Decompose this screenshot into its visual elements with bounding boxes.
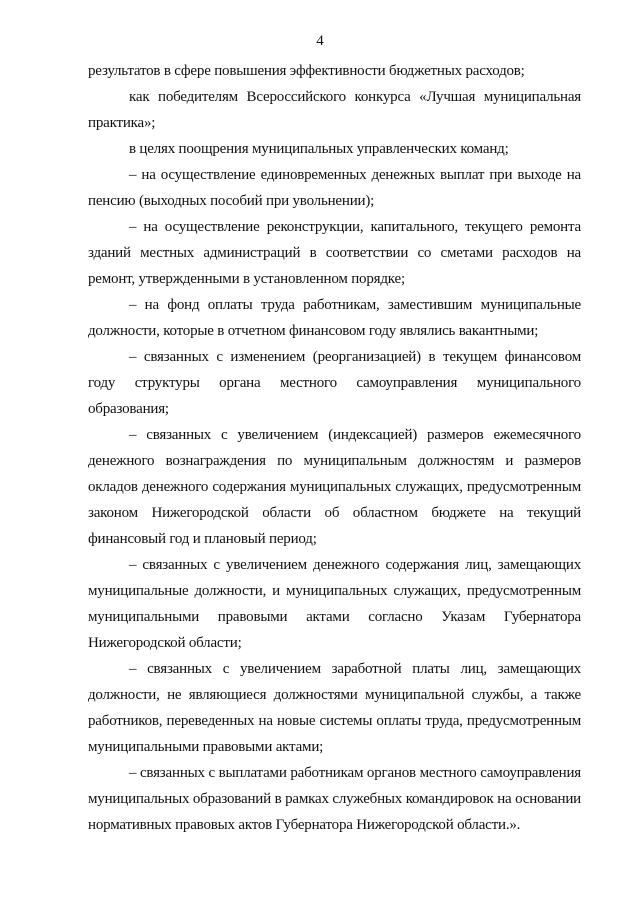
paragraph: – связанных с увеличением (индексацией) размеров ежемесячного денежного вознаграждения по муниципальным должностям и размеров окладов денежного содержания муниципальных служащих, предусмотренным законом Нижегородской области об областном бюджете на текущий финансовый год и плановый период; (88, 427, 581, 547)
page-number: 4 (316, 33, 324, 49)
paragraph: – связанных с увеличением заработной платы лиц, замещающих должности, не являющиеся должностями муниципальной службы, а также работников, переведенных на новые системы оплаты труда, предусмотренным муниципальными правовыми актами; (88, 661, 581, 755)
paragraph: – связанных с изменением (реорганизацией) в текущем финансовом году структуры органа местного самоуправления муниципального образования; (88, 349, 581, 417)
paragraph: результатов в сфере повышения эффективности бюджетных расходов; (88, 63, 525, 79)
paragraph: в целях поощрения муниципальных управленческих команд; (129, 141, 509, 157)
paragraph: – связанных с увеличением денежного содержания лиц, замещающих муниципальные должности, и муниципальных служащих, предусмотренным муниципальными правовыми актами согласно Указам Губернатора Нижегородской области; (88, 557, 581, 651)
paragraph: – связанных с выплатами работникам органов местного самоуправления муниципальных образований в рамках служебных командировок на основании нормативных правовых актов Губернатора Нижегородской области.». (88, 765, 581, 833)
paragraph: – на осуществление единовременных денежных выплат при выходе на пенсию (выходных пособий при увольнении); (88, 167, 581, 209)
paragraph: – на фонд оплаты труда работникам, заместившим муниципальные должности, которые в отчетном финансовом году являлись вакантными; (88, 297, 581, 339)
document-body (88, 58, 581, 838)
paragraph: – на осуществление реконструкции, капитального, текущего ремонта зданий местных администраций в соответствии со сметами расходов на ремонт, утвержденными в установленном порядке; (88, 219, 581, 287)
paragraph: как победителям Всероссийского конкурса «Лучшая муниципальная практика»; (88, 89, 581, 131)
